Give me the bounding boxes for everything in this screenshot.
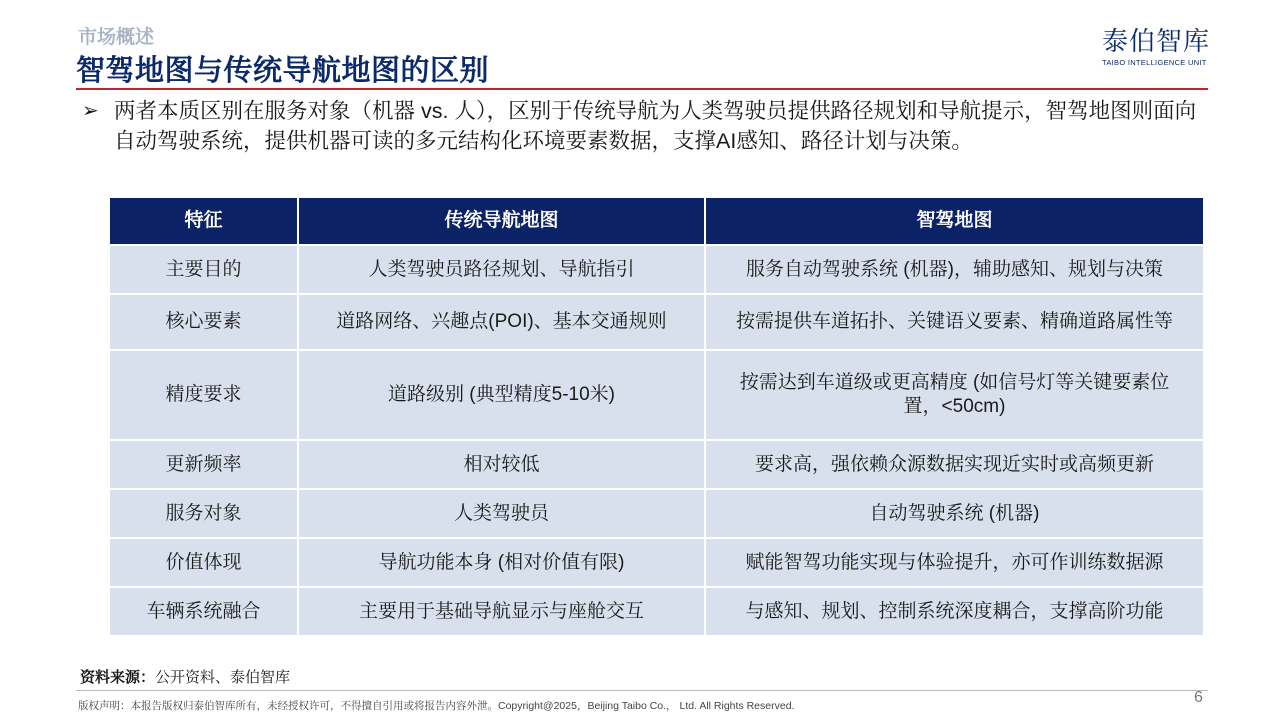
feature-cell: 价值体现 [109, 538, 298, 587]
smart-cell: 与感知、规划、控制系统深度耦合，支撑高阶功能 [705, 587, 1204, 636]
page-title: 智驾地图与传统导航地图的区别 [76, 55, 490, 87]
table-row [109, 587, 1204, 636]
table-row [109, 350, 1204, 440]
logo-name: 泰伯智库 [1102, 26, 1211, 56]
feature-cell: 更新频率 [109, 440, 298, 489]
smart-cell: 自动驾驶系统 (机器) [705, 489, 1204, 538]
traditional-cell: 道路网络、兴趣点(POI)、基本交通规则 [298, 294, 705, 350]
feature-cell: 主要目的 [109, 245, 298, 294]
section-label: 市场概述 [78, 27, 155, 48]
traditional-cell: 道路级别 (典型精度5-10米) [298, 350, 705, 440]
feature-cell: 核心要素 [109, 294, 298, 350]
smart-cell: 按需提供车道拓扑、关键语义要素、精确道路属性等 [705, 294, 1204, 350]
arrow-bullet-icon: ➢ [82, 100, 99, 122]
traditional-cell: 主要用于基础导航显示与座舱交互 [298, 587, 705, 636]
smart-cell: 服务自动驾驶系统 (机器)，辅助感知、规划与决策 [705, 245, 1204, 294]
logo [1102, 26, 1212, 67]
table-row [109, 440, 1204, 489]
traditional-cell: 人类驾驶员 [298, 489, 705, 538]
header-feature: 特征 [109, 197, 298, 245]
header-smart-driving-map: 智驾地图 [705, 197, 1204, 245]
summary-bullet [82, 96, 1212, 156]
header-traditional-map: 传统导航地图 [298, 197, 705, 245]
logo-english-name: TAIBO INTELLIGENCE UNIT [1102, 58, 1207, 67]
smart-cell: 赋能智驾功能实现与体验提升，亦可作训练数据源 [705, 538, 1204, 587]
feature-cell: 服务对象 [109, 489, 298, 538]
feature-cell: 车辆系统融合 [109, 587, 298, 636]
page-number: 6 [1194, 689, 1203, 706]
traditional-cell: 人类驾驶员路径规划、导航指引 [298, 245, 705, 294]
copyright-notice: 版权声明：本报告版权归泰伯智库所有，未经授权许可，不得擅自引用或将报告内容外泄。Copyright@2025，Beijing Taibo Co.， Ltd. All Rights Reserved. [78, 700, 795, 712]
table-row [109, 294, 1204, 350]
traditional-cell: 导航功能本身 (相对价值有限) [298, 538, 705, 587]
footer-divider [76, 690, 1208, 691]
title-divider [76, 88, 1208, 90]
smart-cell: 按需达到车道级或更高精度 (如信号灯等关键要素位置，<50cm) [705, 350, 1204, 440]
comparison-table [108, 196, 1205, 637]
source-text: 公开资料、泰伯智库 [155, 669, 291, 686]
table-header-row [109, 197, 1204, 245]
smart-cell: 要求高，强依赖众源数据实现近实时或高频更新 [705, 440, 1204, 489]
source-note [80, 666, 290, 687]
source-label: 资料来源： [80, 669, 156, 686]
table-row [109, 538, 1204, 587]
table-row [109, 245, 1204, 294]
feature-cell: 精度要求 [109, 350, 298, 440]
traditional-cell: 相对较低 [298, 440, 705, 489]
summary-text: 两者本质区别在服务对象（机器 vs. 人），区别于传统导航为人类驾驶员提供路径规划和导航提示，智驾地图则面向自动驾驶系统，提供机器可读的多元结构化环境要素数据，支撑AI感知、路径计划与决策。 [114, 99, 1197, 153]
table-row [109, 489, 1204, 538]
